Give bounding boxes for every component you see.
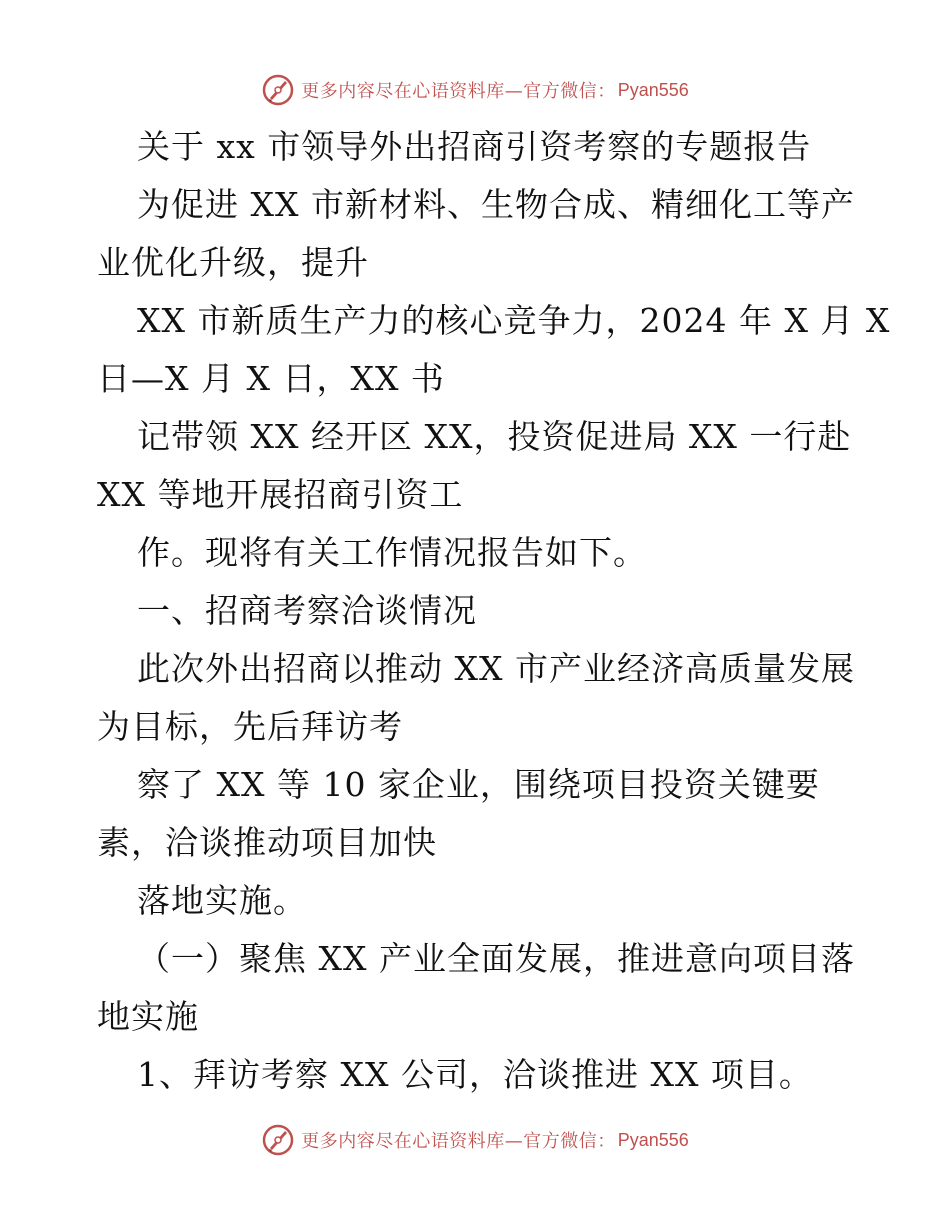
- paragraph-line: 落地实施。: [137, 881, 307, 920]
- header-watermark: [0, 72, 950, 108]
- subsection-heading: （一）聚焦 XX 产业全面发展，推进意向项目落: [137, 939, 855, 978]
- paragraph-line: 察了 XX 等 10 家企业，围绕项目投资关键要: [137, 765, 820, 804]
- footer-watermark: [0, 1122, 950, 1158]
- paragraph-line: 业优化升级，提升: [97, 243, 369, 282]
- document-body: [97, 118, 891, 1104]
- paragraph-line: XX 市新质生产力的核心竞争力，2024 年 X 月 X: [137, 301, 891, 340]
- paragraph-line: 地实施: [97, 997, 199, 1036]
- watermark-handle: Pyan556: [617, 1129, 689, 1150]
- watermark-handle: Pyan556: [617, 79, 689, 100]
- quill-logo-icon: [261, 1123, 295, 1157]
- watermark-text: 更多内容尽在心语资料库—官方微信：: [301, 1131, 616, 1152]
- list-item: 1、拜访考察 XX 公司，洽谈推进 XX 项目。: [137, 1055, 813, 1094]
- watermark-text: 更多内容尽在心语资料库—官方微信：: [301, 81, 616, 102]
- paragraph-line: 日—X 月 X 日，XX 书: [97, 359, 445, 398]
- document-title: 关于 xx 市领导外出招商引资考察的专题报告: [137, 127, 812, 166]
- paragraph-line: 记带领 XX 经开区 XX，投资促进局 XX 一行赴: [137, 417, 852, 456]
- quill-logo-icon: [261, 73, 295, 107]
- paragraph-line: 素，洽谈推动项目加快: [97, 823, 437, 862]
- paragraph-line: 此次外出招商以推动 XX 市产业经济高质量发展: [137, 649, 855, 688]
- section-heading: 一、招商考察洽谈情况: [137, 591, 477, 630]
- paragraph-line: XX 等地开展招商引资工: [97, 475, 464, 514]
- paragraph-line: 为促进 XX 市新材料、生物合成、精细化工等产: [137, 185, 855, 224]
- paragraph-line: 作。现将有关工作情况报告如下。: [137, 533, 647, 572]
- paragraph-line: 为目标，先后拜访考: [97, 707, 403, 746]
